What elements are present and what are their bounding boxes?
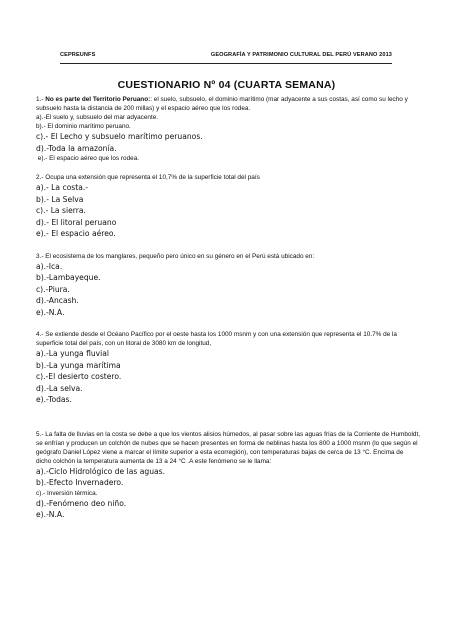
question-2-option-b: b).- La Selva [36, 194, 84, 204]
spacer [36, 163, 420, 173]
questionnaire [36, 95, 420, 521]
question-4-option-a: a).-La yunga fluvial [36, 349, 110, 358]
header-course: GEOGRAFÍA Y PATRIMONIO CULTURAL DEL PERÚ VERANO 2013 [210, 52, 392, 58]
spacer [36, 318, 420, 330]
spacer [36, 240, 420, 252]
question-1-bold: No es parte del Territorio Peruano: [45, 96, 151, 103]
spacer [36, 406, 420, 430]
question-1-text [36, 95, 420, 113]
question-1-option-c: c).- El Lecho y subsuelo marítimo peruanos. [36, 132, 203, 141]
question-4-option-e: e).-Todas. [36, 395, 72, 404]
question-3-option-e: e).-N.A. [36, 307, 65, 317]
page-title: CUESTIONARIO Nº 04 (CUARTA SEMANA) [117, 79, 336, 91]
question-3-option-c: c).-Piura. [36, 284, 70, 294]
question-1-option-a: a).-El suelo y, subsuelo del mar adyacente. [36, 114, 159, 121]
question-4 [36, 330, 420, 406]
question-3 [36, 252, 420, 319]
question-4-text: 4.- Se extiende desde el Océano Pacífico por el oeste hasta los 1000 msnm y con una extensión que representa el 10.7% de la superficie total del país, con un litoral de 3080 km de longitud, [36, 331, 397, 347]
question-5-option-c: c).- Inversión térmica. [36, 489, 98, 497]
question-2-option-d: d).- El litoral peruano [36, 217, 117, 227]
question-2-option-a: a).- La costa.- [36, 183, 89, 192]
question-5-option-e: e).-N.A. [36, 510, 65, 519]
question-5-text: 5.- La falta de lluvias en la costa se debe a que los vientos alisios húmedos, al pasar sobre las aguas frías de la Corriente de Humboldt, se enfrían y producen un colchón de nubes que se hacen presentes en forma de neblinas hasta los 800 a 1000 msnm (lo que según el geógrafo Daniel López viene a marcar el límite superior a esta ecorregión), con temperaturas bajas de cerca de 13 °C. Encima de dicho colchón la temperatura aumenta de 13 a 24 °C .A este fenómeno se le llama: [36, 430, 421, 465]
question-3-option-a: a).-Ica. [36, 261, 63, 271]
question-2-option-c: c).- La sierra. [36, 206, 86, 215]
question-1-rest: : el suelo, subsuelo, el dominio marítimo (mar adyacente a sus costas, así como su lecho y subsuelo hasta la distancia de 200 millas) y el espacio aéreo que los rodea. [36, 96, 408, 112]
header-institution: CEPREUNFS [60, 52, 96, 58]
question-1-option-e: e).- El espacio aéreo que los rodea. [36, 155, 140, 162]
question-1 [36, 95, 420, 163]
header-divider [60, 63, 392, 64]
question-1-number: 1.- [36, 96, 44, 103]
question-5-option-d: d).-Fenómeno deo niño. [36, 498, 127, 508]
question-3-text: 3.- El ecosistema de los manglares, pequeño pero único en su género en el Perú está ubicado en: [36, 252, 315, 260]
question-4-option-c: c).-El desierto costero. [36, 372, 122, 381]
question-2-text: 2.- Ocupa una extensión que representa el 10,7% de la superficie total del país [36, 174, 260, 181]
question-5-option-b: b).-Efecto Invernadero. [36, 478, 124, 487]
question-1-option-d: d).-Toda la amazonía. [36, 143, 117, 153]
question-4-option-d: d).-La selva. [36, 383, 83, 393]
question-4-option-b: b).-La yunga marítima [36, 360, 121, 370]
question-2-option-e: e).- El espacio aéreo. [36, 229, 116, 238]
question-1-option-b: b).- El dominio marítimo peruano. [36, 123, 131, 130]
question-3-option-b: b).-Lambayeque. [36, 273, 101, 282]
question-3-option-d: d).-Ancash. [36, 296, 79, 305]
question-5-option-a: a).-Ciclo Hidrológico de las aguas. [36, 466, 166, 476]
question-2 [36, 173, 420, 240]
question-5 [36, 430, 420, 521]
